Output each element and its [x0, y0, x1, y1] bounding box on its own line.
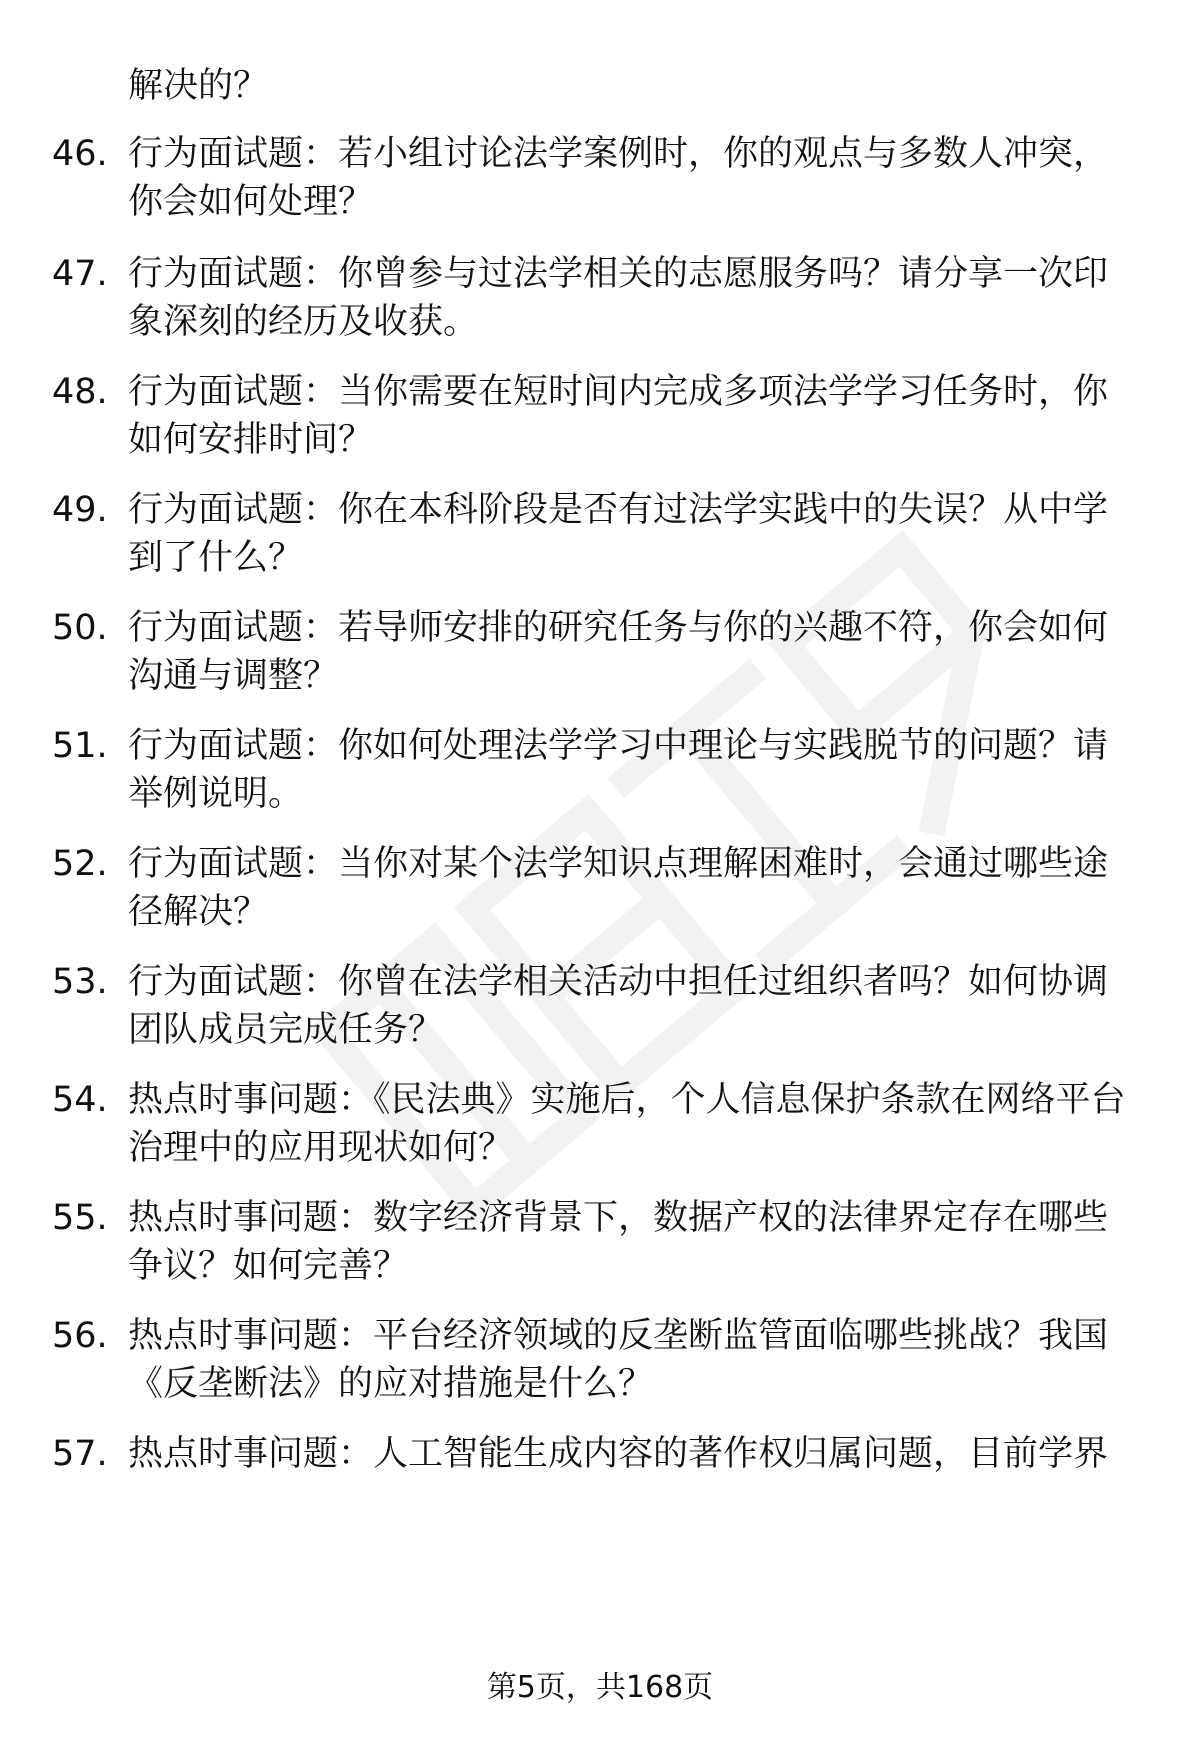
item-number: 53.: [52, 962, 108, 1002]
item-number: 48.: [52, 372, 108, 412]
item-text: 行为面试题：你如何处理法学学习中理论与实践脱节的问题？请举例说明。: [128, 726, 1109, 814]
item-text: 行为面试题：你曾在法学相关活动中担任过组织者吗？如何协调团队成员完成任务？: [128, 962, 1109, 1050]
item-number: 55.: [52, 1198, 108, 1238]
item-text: 行为面试题：若导师安排的研究任务与你的兴趣不符，你会如何沟通与调整？: [128, 608, 1109, 696]
page-footer: 第5页，共168页: [486, 1670, 714, 1705]
item-number: 57.: [52, 1434, 108, 1474]
item-number: 46.: [52, 134, 108, 174]
item-text: 行为面试题：你曾参与过法学相关的志愿服务吗？请分享一次印象深刻的经历及收获。: [128, 254, 1109, 342]
item-text: 热点时事问题：数字经济背景下，数据产权的法律界定存在哪些争议？如何完善？: [128, 1198, 1109, 1286]
item-number: 49.: [52, 490, 108, 530]
item-text: 行为面试题：你在本科阶段是否有过法学实践中的失误？从中学到了什么？: [128, 490, 1109, 578]
item-number: 50.: [52, 608, 108, 648]
item-number: 52.: [52, 844, 108, 884]
item-text: 行为面试题：当你对某个法学知识点理解困难时，会通过哪些途径解决？: [128, 844, 1109, 932]
item-text: 热点时事问题：《民法典》实施后，个人信息保护条款在网络平台治理中的应用现状如何？: [128, 1080, 1126, 1168]
item-number: 47.: [52, 254, 108, 294]
item-text: 行为面试题：若小组讨论法学案例时，你的观点与多数人冲突，你会如何处理？: [128, 134, 1109, 222]
item-number: 54.: [52, 1080, 108, 1120]
item-text: 行为面试题：当你需要在短时间内完成多项法学学习任务时，你如何安排时间？: [128, 372, 1109, 460]
item-number: 56.: [52, 1316, 108, 1356]
item-text: 热点时事问题：人工智能生成内容的著作权归属问题，目前学界: [128, 1434, 1109, 1474]
continued-text: 解决的？: [128, 66, 269, 106]
item-text: 热点时事问题：平台经济领域的反垄断监管面临哪些挑战？我国《反垄断法》的应对措施是什么？: [128, 1316, 1109, 1404]
item-number: 51.: [52, 726, 108, 766]
